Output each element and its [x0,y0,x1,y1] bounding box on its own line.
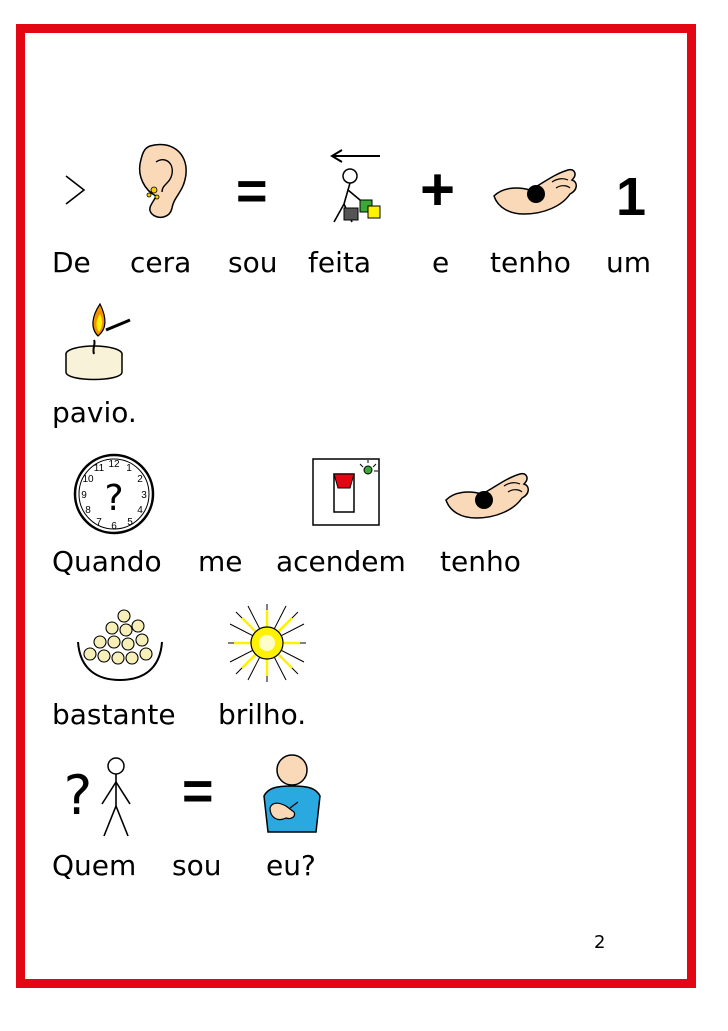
candle-wick-icon [62,296,134,384]
svg-text:5: 5 [127,517,133,528]
bright-light-icon [228,604,306,682]
chevron-right-icon [62,172,88,208]
word-bastante: bastante [52,698,176,731]
equals-sign: = [182,761,214,821]
word-brilho: brilho. [218,698,307,731]
word-quando: Quando [52,545,162,578]
svg-text:11: 11 [93,463,105,474]
make-icon [320,150,386,228]
word-um: um [606,246,652,279]
word-tenho: tenho [440,545,521,578]
word-pavio: pavio. [52,396,137,429]
word-e: e [432,246,450,279]
svg-text:6: 6 [111,521,117,532]
page-number: 2 [594,932,606,953]
ear-icon [134,140,190,220]
word-sou: sou [228,246,278,279]
light-switch-icon [312,458,382,528]
word-feita: feita [308,246,371,279]
person-question-icon [62,752,142,838]
word-quem: Quem [52,849,137,882]
word-tenho: tenho [490,246,571,279]
clock-question-icon [72,452,156,536]
svg-text:7: 7 [96,517,102,528]
svg-text:?: ? [63,764,93,827]
svg-text:10: 10 [82,474,94,485]
word-acendem: acendem [276,545,406,578]
equals-sign: = [236,161,268,221]
svg-text:12: 12 [108,459,120,470]
bowl-of-balls-icon [74,606,166,682]
svg-text:1: 1 [126,463,132,474]
word-me: me [198,545,243,578]
number-one: 1 [616,167,647,227]
word-eu: eu? [266,849,316,882]
svg-text:8: 8 [85,505,91,516]
word-cera: cera [130,246,192,279]
hand-holding-icon [444,470,532,524]
svg-text:9: 9 [81,490,87,501]
plus-sign: + [420,156,456,223]
svg-text:4: 4 [137,505,143,516]
hand-holding-icon [492,166,580,220]
word-de: De [52,246,91,279]
person-pointing-self-icon [256,752,330,836]
svg-text:?: ? [104,478,124,519]
word-sou: sou [172,849,222,882]
svg-text:3: 3 [141,490,147,501]
svg-text:2: 2 [137,474,143,485]
